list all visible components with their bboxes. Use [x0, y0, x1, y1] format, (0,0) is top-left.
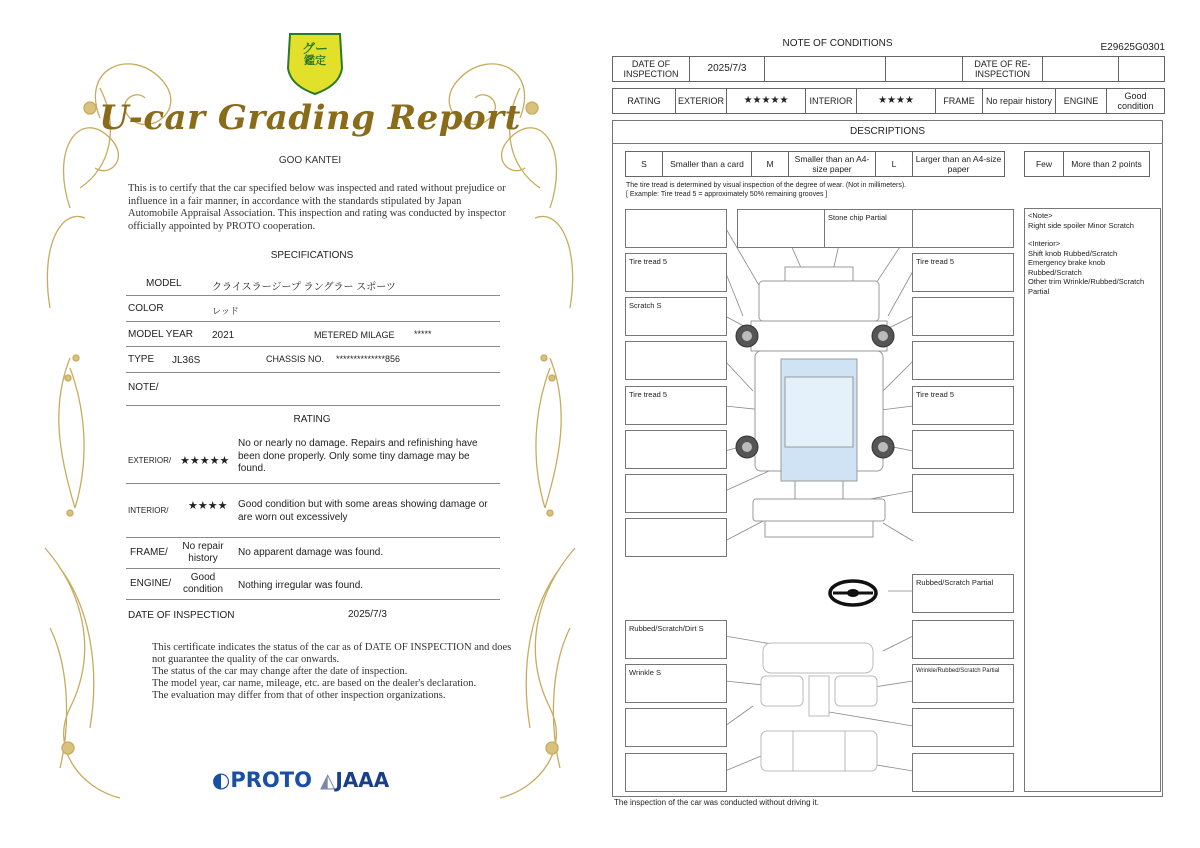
- spec-row-color: [126, 296, 500, 322]
- type-value: JL36S: [172, 355, 201, 366]
- damage-label-dashboard: Rubbed/Scratch/Dirt S: [629, 624, 704, 633]
- notes-column: [1024, 208, 1161, 792]
- badge-line-2: 鑑定: [304, 55, 326, 67]
- blank-cell-4: [1119, 57, 1164, 81]
- inspection-footnote: The inspection of the car was conducted without driving it.: [614, 798, 819, 807]
- blank-cell-2: [886, 57, 963, 81]
- damage-box-5: [625, 253, 727, 292]
- damage-box-22: [912, 664, 1014, 703]
- exterior-label: EXTERIOR/: [128, 456, 172, 465]
- interior-item-3: Other trim Wrinkle/Rubbed/Scratch Partial: [1028, 277, 1145, 296]
- blank-cell-3: [1043, 57, 1119, 81]
- interior-stars: ★★★★: [188, 500, 228, 512]
- damage-box-9: [625, 341, 727, 380]
- damage-box-14: [912, 430, 1014, 469]
- color-label: COLOR: [128, 303, 164, 314]
- steering-wheel-icon: [830, 581, 876, 605]
- spec-row-type: [126, 347, 500, 373]
- damage-box-23: [625, 708, 727, 747]
- damage-box-18: [912, 574, 1014, 613]
- descriptions-heading: DESCRIPTIONS: [613, 121, 1162, 144]
- damage-label-tire-rear-left: Tire tread 5: [629, 390, 668, 399]
- note-title: NOTE OF CONDITIONS: [782, 38, 893, 49]
- frame-description: No apparent damage was found.: [238, 547, 384, 558]
- model-year-value: 2021: [212, 330, 235, 341]
- inspection-date-table: [612, 56, 1165, 82]
- proto-logo: [212, 768, 312, 792]
- type-label: TYPE: [128, 354, 155, 365]
- specifications-heading: SPECIFICATIONS: [270, 250, 354, 261]
- legend-m-desc: Smaller than an A4-size paper: [789, 152, 876, 176]
- certificate-footer: [152, 642, 512, 702]
- damage-box-11: [625, 386, 727, 425]
- note-of-conditions: [610, 34, 1165, 814]
- damage-box-19: [625, 620, 727, 659]
- date-of-inspection-value: 2025/7/3: [690, 57, 765, 81]
- report-title: U-car Grading Report: [99, 98, 521, 138]
- frame-label: FRAME/: [130, 547, 168, 558]
- damage-label-stone-chip: Stone chip Partial: [828, 213, 887, 222]
- color-value: レッド: [212, 306, 239, 316]
- legend-m: M: [752, 152, 789, 176]
- rating-row-exterior: [126, 435, 500, 484]
- model-label: MODEL: [146, 278, 182, 289]
- damage-label-trim: Wrinkle/Rubbed/Scratch Partial: [916, 668, 1000, 674]
- notes-item-1: Right side spoiler Minor Scratch: [1028, 220, 1134, 230]
- rating-row-engine: [126, 569, 500, 600]
- model-value: クライスラージープ ラングラー スポーツ: [212, 282, 396, 293]
- gold-ornament-border: [40, 28, 580, 828]
- damage-box-20: [912, 620, 1014, 659]
- report-code: E29625G0301: [1100, 42, 1165, 53]
- model-year-label: MODEL YEAR: [128, 329, 194, 340]
- footer-line-4: The evaluation may differ from that of other inspection organizations.: [152, 690, 446, 701]
- frame-value: No repair history: [182, 541, 224, 564]
- tire-note-line-2: [ Example: Tire tread 5 = approximately 50% remaining grooves ]: [626, 191, 828, 198]
- rating-heading: RATING: [293, 414, 331, 425]
- damage-box-17: [625, 518, 727, 557]
- badge-text: [295, 42, 335, 68]
- interior-label: INTERIOR: [806, 89, 857, 113]
- exterior-stars: ★★★★★: [180, 455, 230, 467]
- notes-spacer: [1028, 230, 1157, 239]
- date-row: [126, 600, 500, 626]
- damage-box-12: [912, 386, 1014, 425]
- metered-mileage-label: METERED MILAGE: [314, 330, 395, 340]
- exterior-label: EXTERIOR: [676, 89, 727, 113]
- jaaa-logo: [320, 768, 389, 792]
- descriptions-panel: [612, 120, 1163, 797]
- legend-s-desc: Smaller than a card: [663, 152, 752, 176]
- damage-box-6: [912, 253, 1014, 292]
- metered-mileage-value: *****: [414, 329, 432, 339]
- proto-logo-text: PROTO: [230, 768, 312, 792]
- blank-cell-1: [765, 57, 886, 81]
- interior-heading: <Interior>: [1028, 239, 1061, 248]
- date-value: 2025/7/3: [348, 609, 387, 620]
- damage-box-3: [824, 209, 926, 248]
- spec-row-note: [126, 373, 500, 406]
- footer-line-2: The status of the car may change after the date of inspection.: [152, 666, 408, 677]
- damage-box-26: [912, 753, 1014, 792]
- tire-note-line-1: The tire tread is determined by visual inspection of the degree of wear. (Not in millimeters).: [626, 182, 907, 189]
- interior-item-2: Emergency brake knob Rubbed/Scratch: [1028, 258, 1106, 277]
- date-label: DATE OF INSPECTION: [128, 610, 235, 621]
- damage-label-tire-front-left: Tire tread 5: [629, 257, 668, 266]
- damage-label-steering: Rubbed/Scratch Partial: [916, 578, 994, 587]
- frame-label: FRAME: [936, 89, 983, 113]
- damage-box-1: [625, 209, 727, 248]
- engine-label: ENGINE/: [130, 578, 172, 589]
- date-of-inspection-label: DATE OF INSPECTION: [613, 57, 690, 81]
- grading-certificate: [40, 28, 580, 828]
- legend-few-desc: More than 2 points: [1071, 159, 1142, 169]
- chassis-value: **************856: [336, 354, 401, 364]
- engine-label: ENGINE: [1056, 89, 1107, 113]
- chassis-label: CHASSIS NO.: [266, 354, 325, 364]
- exterior-description: No or nearly no damage. Repairs and refinishing have been done properly. Only some tiny damage may be found.: [238, 438, 478, 474]
- note-label: NOTE/: [128, 382, 159, 393]
- rating-row-interior: [126, 484, 500, 538]
- rating-table: [612, 88, 1165, 114]
- spec-row-model: [126, 271, 500, 296]
- damage-box-10: [912, 341, 1014, 380]
- damage-box-21: [625, 664, 727, 703]
- interior-label: INTERIOR/: [128, 506, 169, 515]
- damage-box-13: [625, 430, 727, 469]
- spec-row-model-year: [126, 322, 500, 347]
- damage-label-tire-front-right: Tire tread 5: [916, 257, 955, 266]
- engine-value: Good condition: [182, 572, 224, 595]
- damage-box-25: [625, 753, 727, 792]
- damage-box-15: [625, 474, 727, 513]
- damage-box-8: [912, 297, 1014, 336]
- damage-box-4: [912, 209, 1014, 248]
- damage-box-24: [912, 708, 1014, 747]
- legend-l-desc: Larger than an A4-size paper: [915, 154, 1002, 174]
- interior-stars: ★★★★: [857, 89, 936, 113]
- certificate-intro: This is to certify that the car specified below was inspected and rated without prejudice or influence in a fair manner, in accordance with the standards stipulated by Japan Automobile Appraisal Association. This inspection and rating was conducted by inspector officially appointed by PROTO cooperation.: [128, 183, 507, 232]
- engine-description: Nothing irregular was found.: [238, 580, 364, 591]
- engine-value: Good condition: [1117, 91, 1154, 111]
- damage-label-tire-rear-right: Tire tread 5: [916, 390, 955, 399]
- damage-label-scratch: Scratch S: [629, 301, 662, 310]
- badge-line-1: グー: [301, 41, 328, 56]
- proto-logo-mark: ◐: [212, 768, 231, 792]
- legend-s: S: [626, 152, 663, 176]
- jaaa-logo-text: JAAA: [335, 768, 390, 792]
- date-of-reinspection-label: DATE OF RE-INSPECTION: [963, 57, 1043, 81]
- interior-item-1: Shift knob Rubbed/Scratch: [1028, 248, 1118, 258]
- interior-description: Good condition but with some areas showing damage or are worn out excessively: [238, 499, 488, 523]
- legend-few: Few: [1025, 152, 1064, 176]
- jaaa-logo-mark: ◭: [320, 768, 336, 792]
- damage-label-wrinkle: Wrinkle S: [629, 668, 661, 677]
- footer-line-1: This certificate indicates the status of the car as of DATE OF INSPECTION and does not guarantee the quality of the car onwards.: [152, 642, 512, 665]
- damage-box-16: [912, 474, 1014, 513]
- frame-value: No repair history: [983, 89, 1056, 113]
- notes-heading: <Note>: [1028, 211, 1053, 220]
- legend-l: L: [876, 152, 913, 176]
- exterior-stars: ★★★★★: [727, 89, 806, 113]
- damage-box-7: [625, 297, 727, 336]
- footer-line-3: The model year, car name, mileage, etc. are based on the dealer's declaration.: [152, 678, 477, 689]
- rating-row-frame: [126, 538, 500, 569]
- org-name: GOO KANTEI: [278, 155, 342, 166]
- rating-label: RATING: [613, 89, 676, 113]
